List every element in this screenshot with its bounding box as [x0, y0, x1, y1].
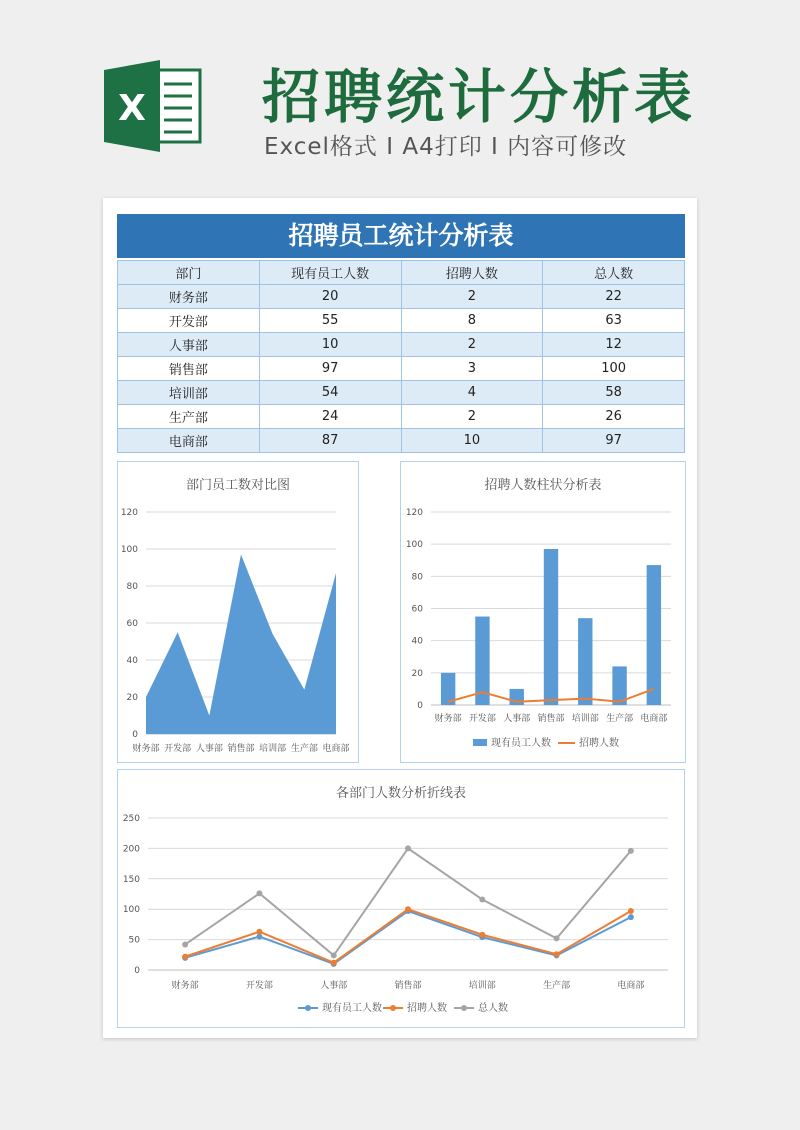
bar	[647, 565, 661, 705]
table-cell: 63	[543, 309, 685, 333]
series-marker	[479, 896, 485, 902]
page-title: 招聘统计分析表	[262, 63, 697, 131]
table-cell: 10	[259, 333, 401, 357]
column-header: 现有员工人数	[259, 261, 401, 285]
series-marker	[628, 914, 634, 920]
x-tick-label: 财务部	[171, 981, 199, 991]
x-tick-label: 销售部	[394, 981, 422, 991]
x-tick-label: 生产部	[543, 981, 571, 991]
y-tick-label: 60	[411, 604, 423, 615]
area-series	[146, 555, 336, 734]
table-cell: 生产部	[118, 405, 260, 429]
legend-label: 总人数	[478, 1003, 508, 1014]
legend-marker	[461, 1005, 467, 1011]
page-header	[0, 0, 800, 190]
excel-logo-icon	[104, 58, 204, 154]
series-marker	[331, 960, 337, 966]
x-tick-label: 开发部	[164, 744, 192, 754]
table-row	[118, 285, 685, 309]
table-cell: 22	[543, 285, 685, 309]
table-cell: 电商部	[118, 429, 260, 453]
table-cell: 97	[543, 429, 685, 453]
x-tick-label: 电商部	[617, 981, 645, 991]
x-tick-label: 培训部	[571, 714, 599, 724]
table-cell: 人事部	[118, 333, 260, 357]
series-line	[185, 911, 631, 964]
table-cell: 2	[401, 405, 543, 429]
chart-title: 招聘人数柱状分析表	[484, 478, 602, 493]
table-cell: 4	[401, 381, 543, 405]
area-chart	[118, 462, 358, 762]
table-row	[118, 405, 685, 429]
page-subtitle: Excel格式 I A4打印 I 内容可修改	[264, 134, 628, 160]
x-tick-label: 电商部	[322, 744, 350, 754]
table-cell: 12	[543, 333, 685, 357]
spreadsheet-sheet	[103, 198, 697, 1038]
legend-label: 招聘人数	[407, 1003, 447, 1014]
bar	[578, 618, 592, 705]
legend-marker	[305, 1005, 311, 1011]
series-marker	[256, 890, 262, 896]
y-tick-label: 50	[128, 935, 140, 946]
table-cell: 2	[401, 285, 543, 309]
table-cell: 54	[259, 381, 401, 405]
bar-chart-panel	[400, 461, 686, 763]
logo-letter: X	[118, 88, 146, 129]
column-header: 招聘人数	[401, 261, 543, 285]
x-tick-label: 培训部	[259, 744, 287, 754]
bar	[544, 549, 558, 705]
table-row	[118, 357, 685, 381]
column-header: 部门	[118, 261, 260, 285]
series-marker	[628, 908, 634, 914]
table-cell: 10	[401, 429, 543, 453]
table-cell: 55	[259, 309, 401, 333]
table-cell: 8	[401, 309, 543, 333]
x-tick-label: 生产部	[606, 714, 634, 724]
table-cell: 97	[259, 357, 401, 381]
y-tick-label: 250	[122, 814, 140, 824]
y-tick-label: 40	[411, 636, 423, 647]
table-cell: 销售部	[118, 357, 260, 381]
legend-swatch	[473, 739, 487, 746]
x-tick-label: 培训部	[468, 981, 496, 991]
y-tick-label: 120	[120, 508, 138, 518]
table-row	[118, 429, 685, 453]
y-tick-label: 200	[122, 844, 140, 855]
bar-chart	[401, 462, 685, 762]
y-tick-label: 80	[411, 572, 423, 583]
y-tick-label: 100	[122, 905, 140, 916]
series-marker	[405, 906, 411, 912]
series-marker	[628, 848, 634, 854]
series-marker	[479, 932, 485, 938]
table-cell: 20	[259, 285, 401, 309]
table-row	[118, 381, 685, 405]
y-tick-label: 0	[134, 966, 140, 976]
line-chart-panel	[117, 769, 685, 1028]
table-cell: 培训部	[118, 381, 260, 405]
y-tick-label: 150	[122, 874, 140, 885]
recruitment-table	[117, 260, 685, 453]
table-cell: 26	[543, 405, 685, 429]
x-tick-label: 开发部	[245, 981, 273, 991]
series-marker	[331, 952, 337, 958]
table-cell: 58	[543, 381, 685, 405]
x-tick-label: 财务部	[132, 744, 160, 754]
table-row	[118, 333, 685, 357]
series-marker	[554, 951, 560, 957]
series-marker	[182, 941, 188, 947]
y-tick-label: 20	[126, 693, 138, 703]
y-tick-label: 40	[126, 656, 138, 666]
table-cell: 100	[543, 357, 685, 381]
series-marker	[256, 929, 262, 935]
series-marker	[182, 954, 188, 960]
y-tick-label: 80	[126, 582, 138, 592]
table-cell: 24	[259, 405, 401, 429]
table-cell: 3	[401, 357, 543, 381]
legend-marker	[390, 1005, 396, 1011]
series-marker	[405, 845, 411, 851]
x-tick-label: 人事部	[195, 744, 223, 754]
x-tick-label: 财务部	[434, 714, 462, 724]
y-tick-label: 100	[120, 545, 138, 555]
legend-label: 现有员工人数	[491, 738, 551, 749]
chart-title: 各部门人数分析折线表	[335, 786, 467, 801]
x-tick-label: 销售部	[227, 744, 255, 754]
area-chart-panel	[117, 461, 359, 763]
y-tick-label: 120	[405, 508, 423, 518]
series-line	[185, 909, 631, 963]
table-cell: 87	[259, 429, 401, 453]
chart-title: 部门员工数对比图	[185, 478, 291, 493]
line-chart	[118, 770, 684, 1027]
x-tick-label: 开发部	[468, 714, 496, 724]
x-tick-label: 人事部	[320, 981, 348, 991]
table-cell: 财务部	[118, 285, 260, 309]
x-tick-label: 人事部	[503, 714, 531, 724]
table-header-row	[118, 261, 685, 285]
x-tick-label: 销售部	[537, 714, 565, 724]
table-cell: 2	[401, 333, 543, 357]
column-header: 总人数	[543, 261, 685, 285]
y-tick-label: 0	[132, 730, 138, 740]
series-marker	[554, 935, 560, 941]
y-tick-label: 60	[126, 619, 138, 629]
table-cell: 开发部	[118, 309, 260, 333]
table-title: 招聘员工统计分析表	[117, 214, 685, 258]
legend-label: 招聘人数	[579, 738, 619, 749]
legend-label: 现有员工人数	[322, 1003, 382, 1014]
y-tick-label: 0	[417, 701, 423, 711]
x-tick-label: 生产部	[290, 744, 318, 754]
table-row	[118, 309, 685, 333]
y-tick-label: 100	[405, 540, 423, 551]
y-tick-label: 20	[411, 668, 423, 679]
x-tick-label: 电商部	[640, 714, 668, 724]
